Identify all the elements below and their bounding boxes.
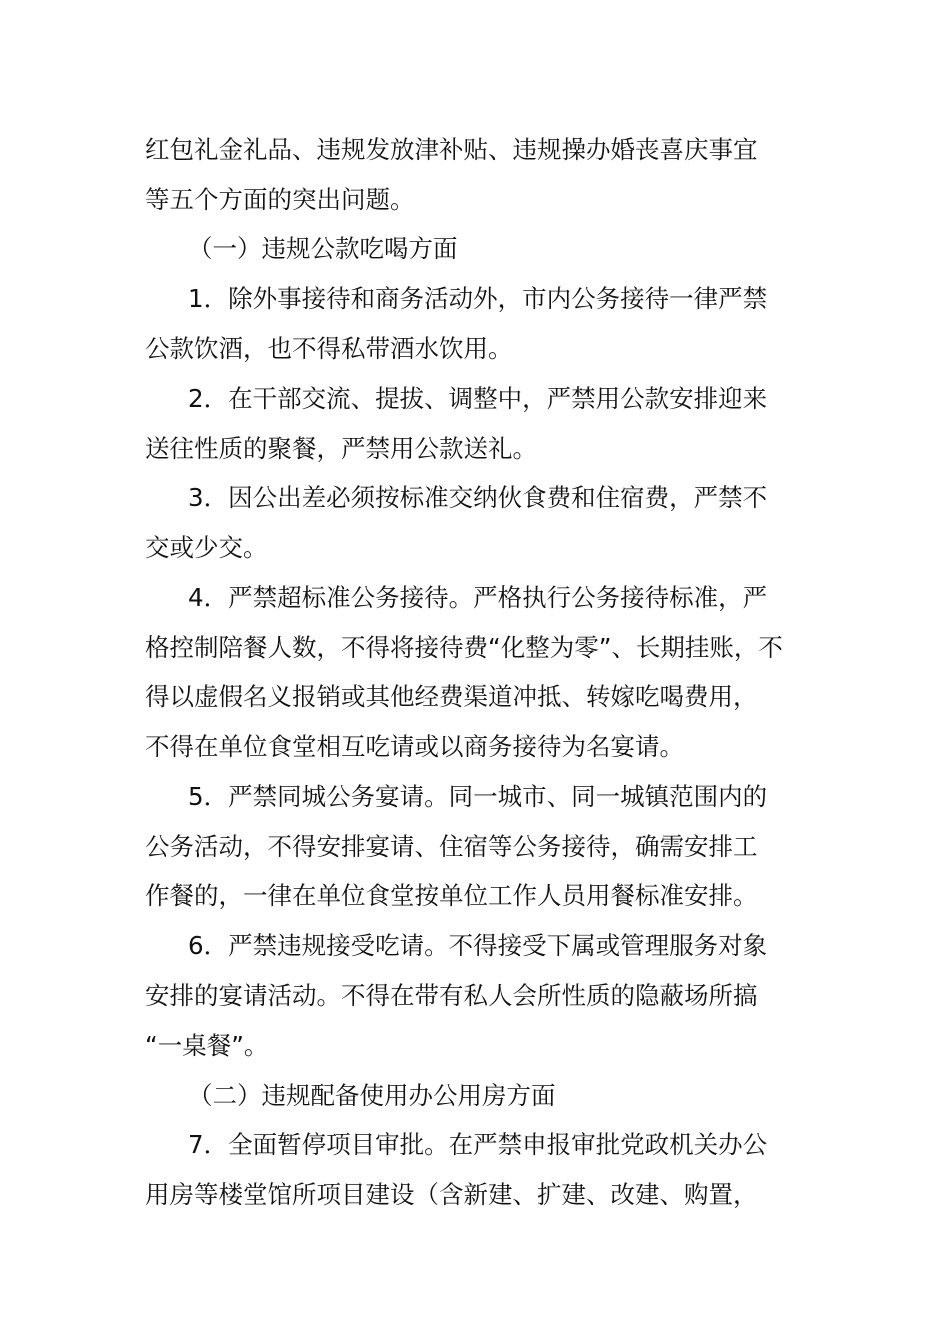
item-5-line: 公务活动，不得安排宴请、住宿等公务接待，确需安排工 (145, 832, 758, 861)
paragraph-line: 等五个方面的突出问题。 (145, 185, 415, 214)
item-6-line: “一桌餐”。 (145, 1031, 269, 1060)
paragraph-line: 红包礼金礼品、违规发放津补贴、违规操办婚丧喜庆事宜 (145, 135, 758, 164)
item-4-line: 格控制陪餐人数，不得将接待费“化整为零”、长期挂账，不 (145, 633, 783, 662)
item-1-line: 公款饮酒，也不得私带酒水饮用。 (145, 334, 513, 363)
item-4-line: 得以虚假名义报销或其他经费渠道冲抵、转嫁吃喝费用， (145, 682, 758, 711)
item-6-line: 安排的宴请活动。不得在带有私人会所性质的隐蔽场所搞 (145, 981, 758, 1010)
item-1-line: 1．除外事接待和商务活动外，市内公务接待一律严禁 (188, 284, 768, 313)
item-3-line: 交或少交。 (145, 533, 268, 562)
section-heading-2: （二）违规配备使用办公用房方面 (188, 1081, 556, 1110)
item-6-line: 6．严禁违规接受吃请。不得接受下属或管理服务对象 (188, 931, 768, 960)
item-4-line: 不得在单位食堂相互吃请或以商务接待为名宴请。 (145, 732, 684, 761)
item-5-line: 5．严禁同城公务宴请。同一城市、同一城镇范围内的 (188, 782, 768, 811)
item-2-line: 2．在干部交流、提拔、调整中，严禁用公款安排迎来 (188, 384, 768, 413)
item-7-line: 用房等楼堂馆所项目建设（含新建、扩建、改建、购置， (145, 1180, 758, 1209)
item-3-line: 3．因公出差必须按标准交纳伙食费和住宿费，严禁不 (188, 483, 768, 512)
section-heading-1: （一）违规公款吃喝方面 (188, 234, 458, 263)
item-7-line: 7．全面暂停项目审批。在严禁申报审批党政机关办公 (188, 1130, 768, 1159)
item-5-line: 作餐的，一律在单位食堂按单位工作人员用餐标准安排。 (145, 881, 758, 910)
item-2-line: 送往性质的聚餐，严禁用公款送礼。 (145, 434, 537, 463)
item-4-line: 4．严禁超标准公务接待。严格执行公务接待标准，严 (188, 583, 768, 612)
